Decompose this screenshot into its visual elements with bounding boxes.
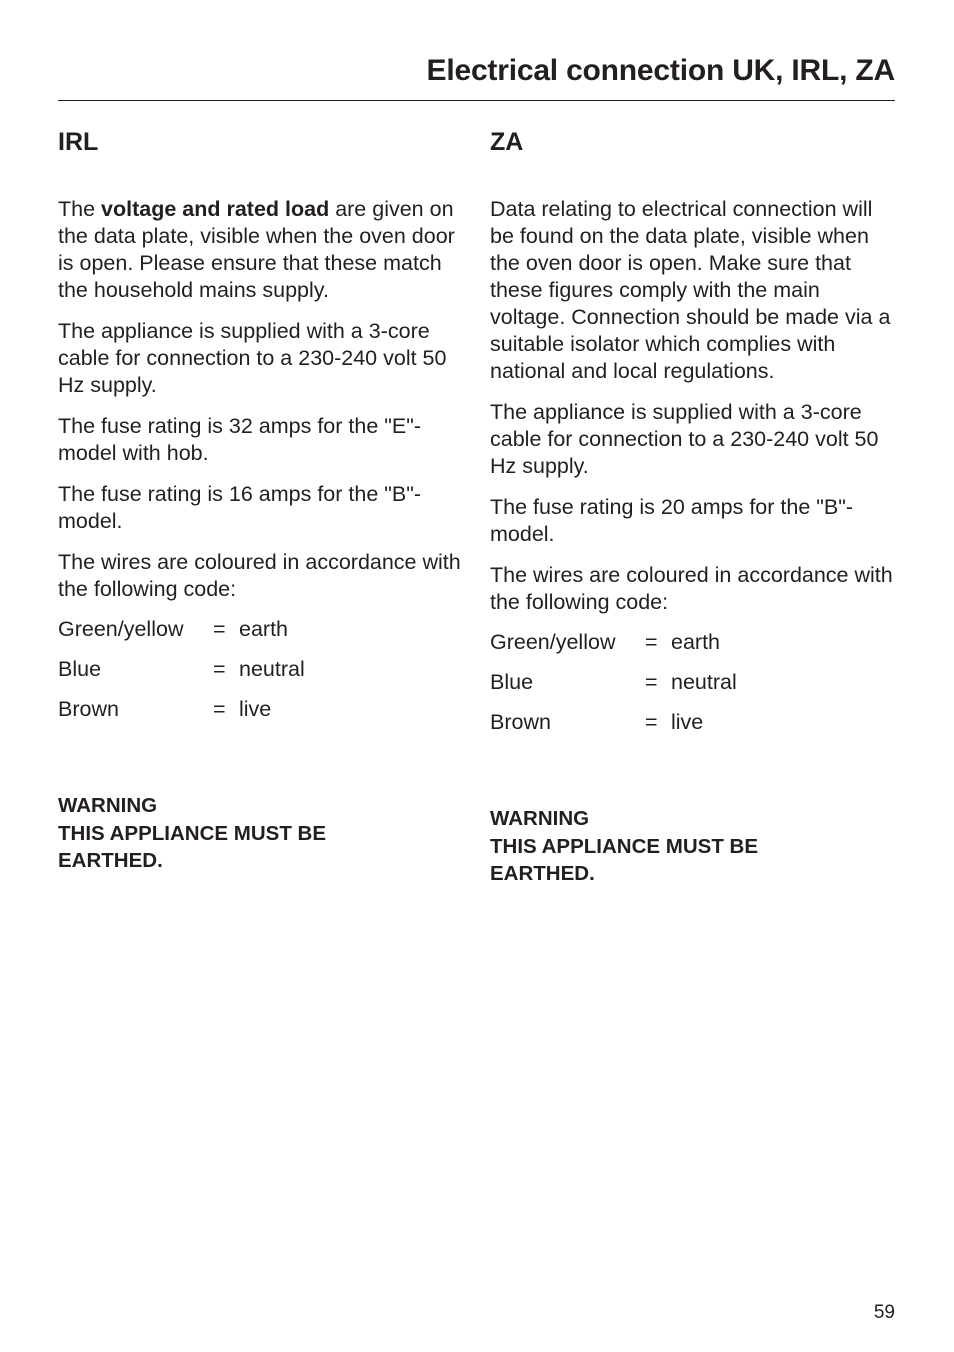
irl-heading: IRL: [58, 128, 99, 156]
title-rule: [58, 100, 895, 101]
irl-cable-paragraph: The appliance is supplied with a 3-core cable for connection to a 230-240 volt 50 Hz supply.: [58, 319, 447, 397]
wire-meaning: live: [671, 710, 704, 734]
irl-wire-code-table: [58, 616, 305, 736]
wire-meaning: live: [239, 697, 272, 721]
irl-fuse-e-paragraph: The fuse rating is 32 amps for the "E"-model with hob.: [58, 414, 422, 465]
page-number: 59: [873, 1302, 895, 1323]
equals-sign: =: [213, 697, 226, 721]
warning-line: EARTHED.: [58, 849, 163, 872]
equals-sign: =: [645, 630, 658, 654]
table-row: [490, 669, 737, 709]
wire-meaning: earth: [671, 630, 721, 654]
equals-sign: =: [213, 617, 226, 641]
wire-colour: Brown: [58, 697, 119, 721]
irl-fuse-b-paragraph: The fuse rating is 16 amps for the "B"-model.: [58, 482, 422, 533]
wire-colour: Blue: [58, 657, 102, 681]
irl-p1-post: are given on the data plate, visible when the oven door is open. Please ensure that these match the household mains supply.: [58, 197, 455, 302]
equals-sign: =: [645, 670, 658, 694]
warning-line: THIS APPLIANCE MUST BE: [490, 834, 759, 858]
irl-column: [58, 126, 466, 875]
table-row: [58, 616, 305, 656]
za-heading: ZA: [490, 128, 524, 156]
za-wire-code-table: [490, 629, 737, 749]
wire-meaning: neutral: [671, 670, 737, 694]
warning-line: WARNING: [490, 807, 590, 830]
za-wires-paragraph: The wires are coloured in accordance with the following code:: [490, 563, 893, 614]
warning-line: WARNING: [58, 794, 158, 817]
table-row: [58, 656, 305, 696]
za-data-plate-paragraph: Data relating to electrical connection will be found on the data plate, visible when the oven door is open. Make sure that these figures comply with the main voltage. Connection should be made via a suitable isolator which complies with national and local regulations.: [490, 197, 891, 383]
wire-meaning: earth: [239, 617, 289, 641]
table-row: [490, 629, 737, 669]
irl-earthing-warning: [58, 792, 466, 875]
wire-colour: Brown: [490, 710, 551, 734]
za-cable-paragraph: The appliance is supplied with a 3-core cable for connection to a 230-240 volt 50 Hz supply.: [490, 400, 879, 478]
warning-line: EARTHED.: [490, 862, 595, 885]
za-earthing-warning: [490, 805, 898, 888]
irl-p1-pre: The: [58, 197, 102, 221]
equals-sign: =: [213, 657, 226, 681]
wire-meaning: neutral: [239, 657, 305, 681]
table-row: [58, 696, 305, 736]
za-fuse-b-paragraph: The fuse rating is 20 amps for the "B"-model.: [490, 495, 854, 546]
table-row: [490, 709, 737, 749]
equals-sign: =: [645, 710, 658, 734]
za-column: [490, 126, 898, 888]
irl-voltage-paragraph: [58, 196, 466, 304]
irl-p1-bold: voltage and rated load: [101, 197, 330, 221]
page-title: Electrical connection UK, IRL, ZA: [426, 54, 895, 87]
irl-wires-paragraph: The wires are coloured in accordance with the following code:: [58, 550, 461, 601]
wire-colour: Green/yellow: [490, 630, 616, 654]
wire-colour: Green/yellow: [58, 617, 184, 641]
wire-colour: Blue: [490, 670, 534, 694]
warning-line: THIS APPLIANCE MUST BE: [58, 821, 327, 845]
